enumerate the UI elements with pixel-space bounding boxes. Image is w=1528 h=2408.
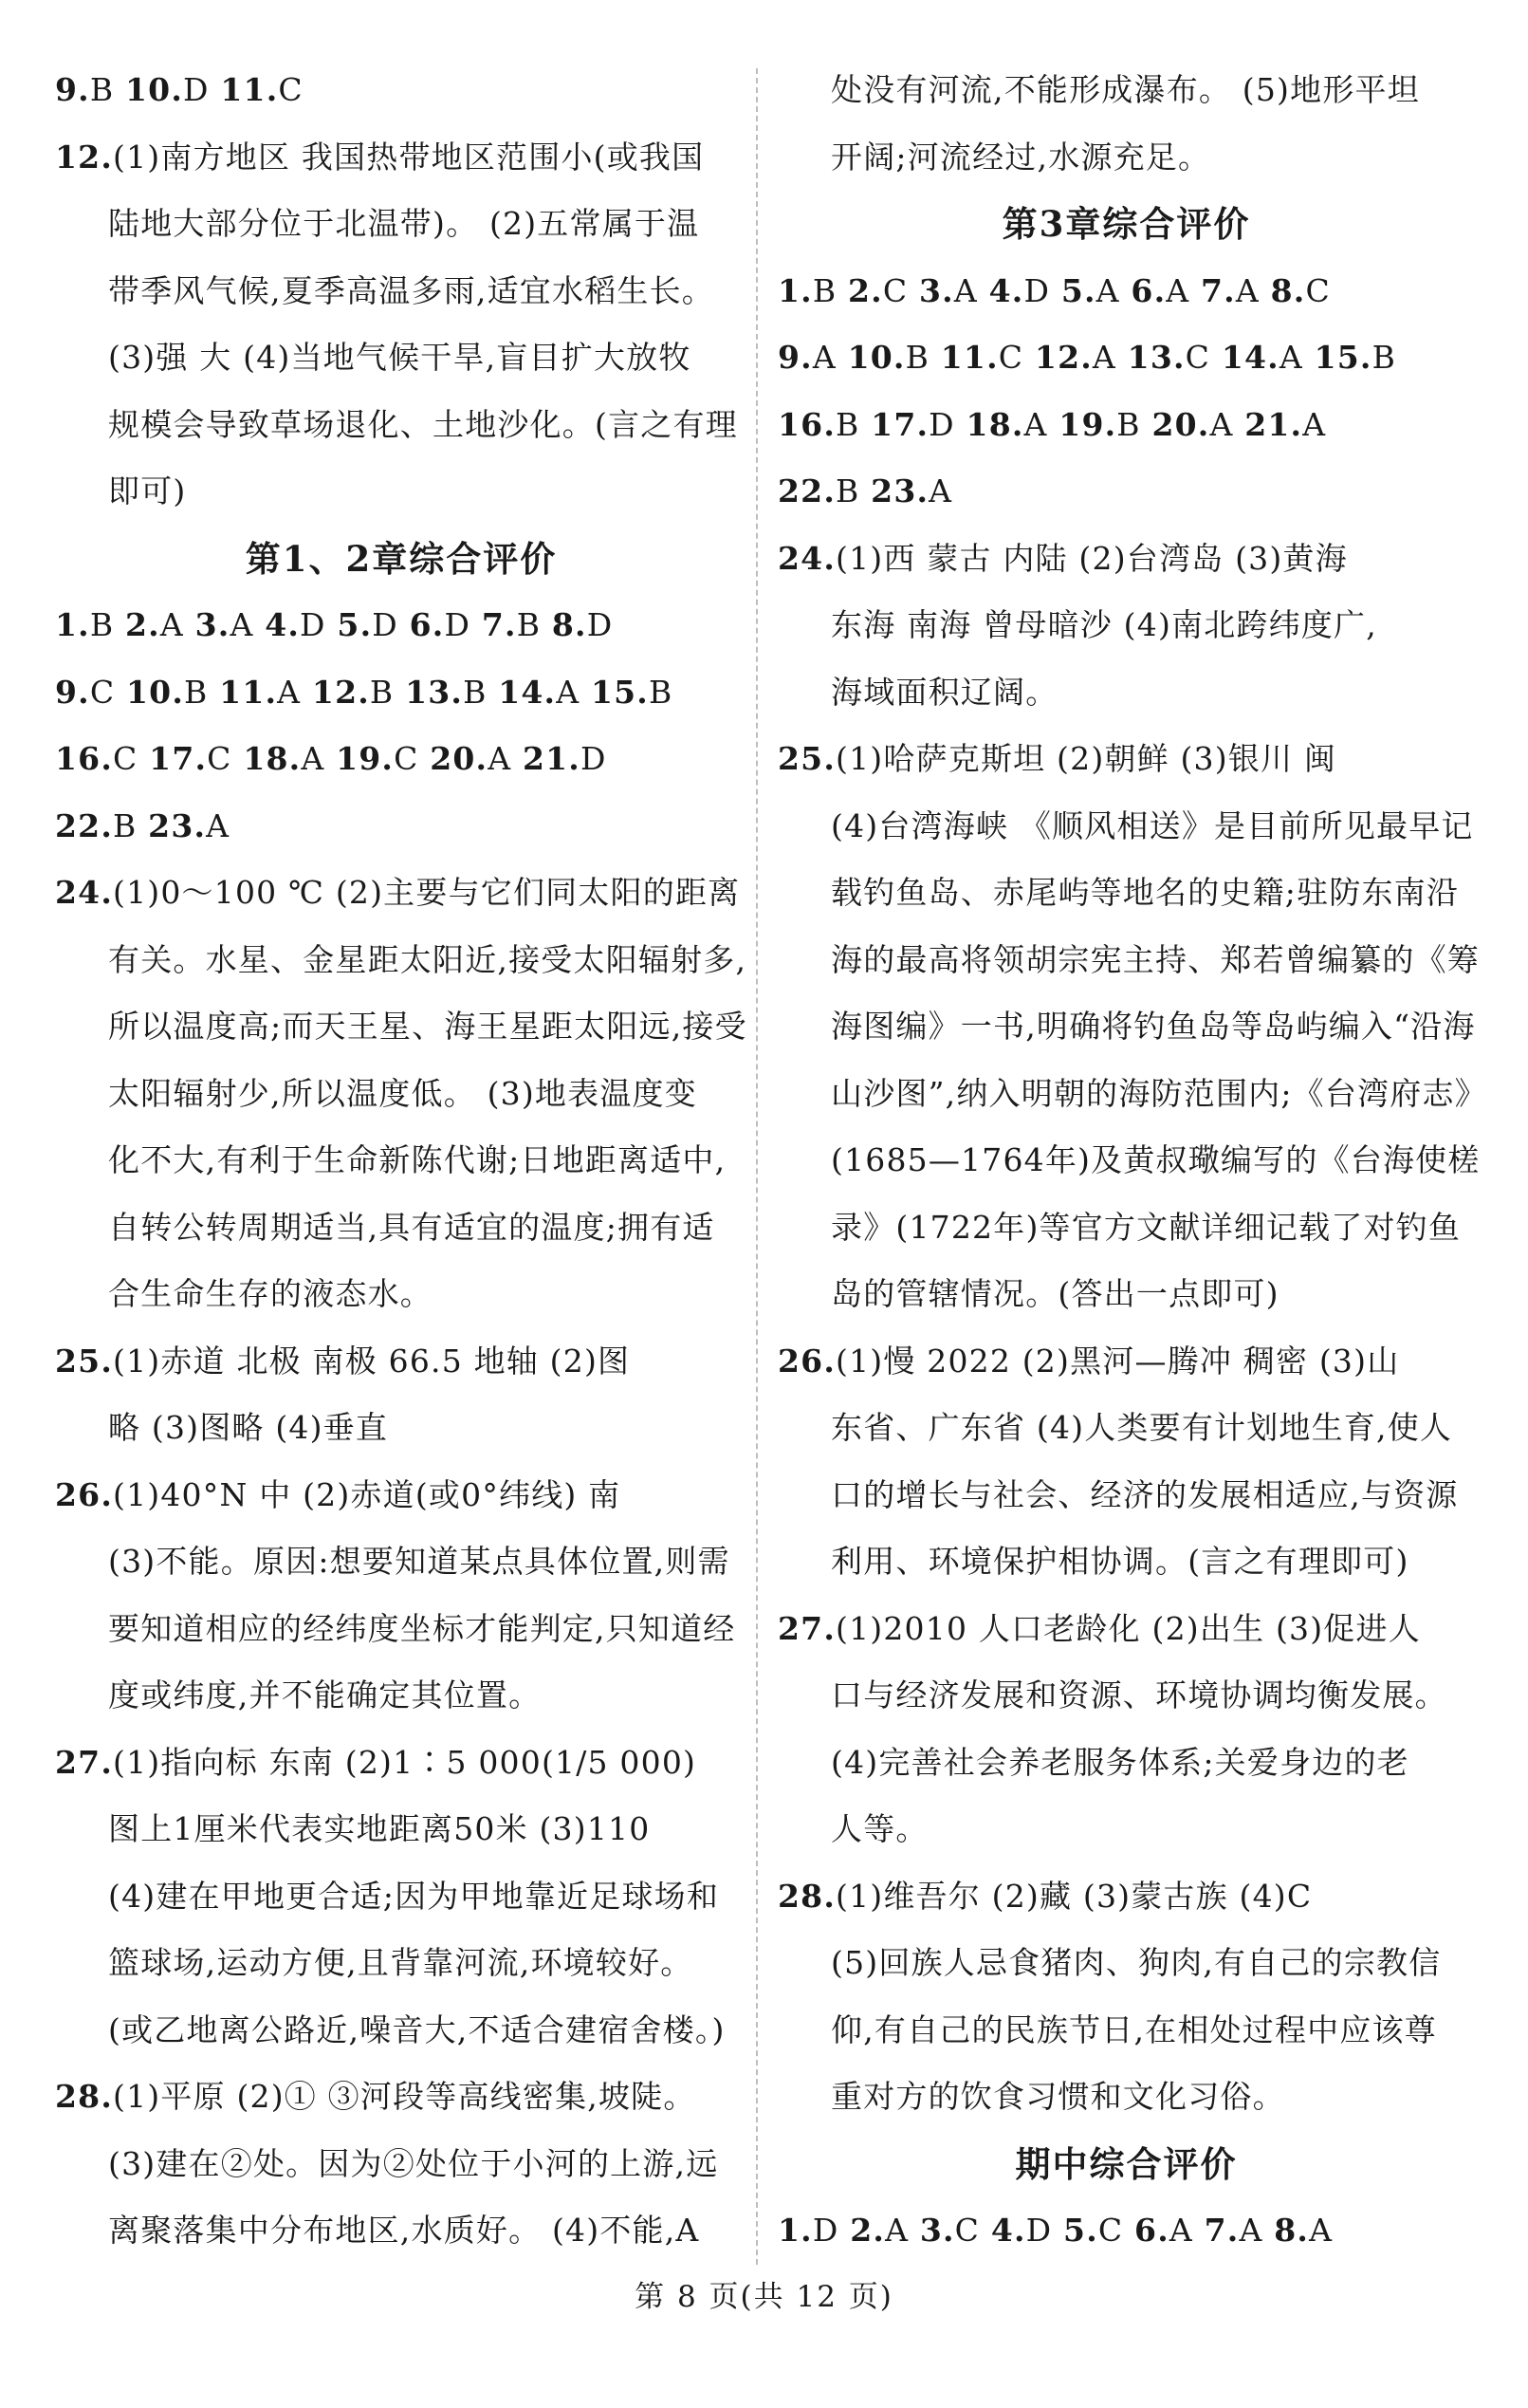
answer-text: A	[1095, 271, 1132, 309]
answer-text: 利用、环境保护相协调。(言之有理即可)	[831, 1543, 1409, 1580]
question-number: 13.	[1127, 339, 1186, 376]
answer-line	[778, 1528, 1475, 1596]
answer-text: A	[1209, 405, 1245, 443]
answer-line	[778, 526, 1475, 593]
question-number: 7.	[1204, 2212, 1240, 2249]
question-number: 9.	[55, 71, 90, 108]
answer-text: B	[836, 472, 872, 509]
question-number: 12.	[1034, 339, 1093, 376]
answer-text: (1)哈萨克斯坦 (2)朝鲜 (3)银川 闽	[836, 740, 1337, 777]
answer-line	[778, 1395, 1475, 1462]
page-footer: 第 8 页(共 12 页)	[635, 2280, 893, 2314]
question-number: 8.	[1274, 2212, 1310, 2249]
answer-line	[55, 1127, 747, 1195]
question-number: 2.	[125, 606, 160, 643]
section-heading: 第1、2章综合评价	[245, 537, 558, 580]
answer-text: A	[1309, 2212, 1334, 2249]
answer-line	[778, 592, 1475, 659]
answer-text: 人等。	[831, 1810, 929, 1847]
question-number: 6.	[1134, 2212, 1169, 2249]
answer-text: 有关。水星、金星距太阳近,接受太阳辐射多,	[108, 940, 747, 978]
question-number: 17.	[871, 405, 930, 443]
question-number: 3.	[194, 606, 230, 643]
answer-line	[55, 993, 747, 1061]
answer-line	[778, 659, 1475, 727]
answer-text: B	[113, 806, 149, 844]
answer-line	[55, 1730, 747, 1797]
answer-text: 所以温度高;而天王星、海王星距太阳远,接受	[108, 1008, 747, 1045]
question-number: 12.	[55, 138, 114, 176]
answer-text: C	[954, 2212, 991, 2249]
question-number: 19.	[336, 740, 395, 777]
answer-line	[778, 1328, 1475, 1396]
question-number: 16.	[778, 405, 837, 443]
answer-text: B	[905, 339, 941, 376]
answer-text: D	[183, 71, 221, 108]
answer-line	[778, 1462, 1475, 1529]
answer-text: B	[89, 71, 125, 108]
answer-line	[55, 2197, 747, 2265]
answer-line	[55, 1796, 747, 1863]
answer-line	[55, 1528, 747, 1596]
answer-text: C	[278, 71, 304, 108]
answer-text: B	[1116, 405, 1152, 443]
question-number: 25.	[778, 740, 837, 777]
answer-text: (1)慢 2022 (2)黑河—腾冲 稠密 (3)山	[836, 1342, 1400, 1380]
answer-line	[778, 1596, 1475, 1663]
answer-line	[778, 1195, 1475, 1262]
question-number: 15.	[590, 673, 649, 711]
answer-line	[55, 860, 747, 927]
question-number: 13.	[405, 673, 464, 711]
question-number: 11.	[940, 339, 999, 376]
section-heading: 期中综合评价	[1015, 2142, 1238, 2185]
question-number: 10.	[125, 71, 184, 108]
question-number: 15.	[1314, 339, 1372, 376]
answer-text: (3)建在②处。因为②处位于小河的上游,远	[108, 2144, 719, 2182]
answer-text: (1)0～100 ℃ (2)主要与它们同太阳的距离	[113, 874, 741, 911]
question-number: 26.	[778, 1342, 837, 1380]
answer-text: (1)赤道 北极 南极 66.5 地轴 (2)图	[113, 1342, 631, 1380]
question-number: 22.	[778, 472, 837, 509]
answer-text: 岛的管辖情况。(答出一点即可)	[831, 1275, 1279, 1312]
question-number: 7.	[481, 606, 517, 643]
answer-text: 东省、广东省 (4)人类要有计划地生育,使人	[831, 1409, 1453, 1446]
question-number: 5.	[337, 606, 373, 643]
answer-text: D	[929, 405, 967, 443]
answer-text: 略 (3)图略 (4)垂直	[108, 1409, 389, 1446]
answer-line	[55, 1997, 747, 2065]
answer-text: B	[369, 673, 406, 711]
answer-text: D	[300, 606, 338, 643]
answer-line	[55, 392, 747, 459]
answer-text: (3)不能。原因:想要知道某点具体位置,则需	[108, 1543, 730, 1580]
answer-text: D	[812, 2212, 851, 2249]
answer-text: A	[301, 740, 337, 777]
question-number: 27.	[55, 1743, 114, 1781]
question-number: 23.	[871, 472, 930, 509]
answer-line	[55, 191, 747, 258]
question-number: 19.	[1059, 405, 1117, 443]
answer-text: 自转公转周期适当,具有适宜的温度;拥有适	[108, 1208, 715, 1246]
answer-text: (5)回族人忌食猪肉、狗肉,有自己的宗教信	[831, 1944, 1442, 1981]
answer-text: A	[230, 606, 266, 643]
answer-text: C	[998, 339, 1035, 376]
answer-text: A	[1092, 339, 1128, 376]
answer-text: (1)40°N 中 (2)赤道(或0°纬线) 南	[113, 1475, 621, 1513]
answer-text: B	[1372, 339, 1397, 376]
answer-text: A	[556, 673, 591, 711]
answer-text: A	[1239, 2212, 1275, 2249]
answer-line	[778, 324, 1475, 392]
answer-line	[778, 1261, 1475, 1328]
answer-text: C	[1097, 2212, 1135, 2249]
answer-text: 开阔;河流经过,水源充足。	[831, 138, 1211, 176]
question-number: 6.	[409, 606, 445, 643]
question-number: 11.	[219, 673, 278, 711]
question-number: 6.	[1131, 271, 1167, 309]
answer-text: 录》(1722年)等官方文献详细记载了对钓鱼	[831, 1208, 1462, 1246]
answer-text: A	[1302, 405, 1327, 443]
answer-text: D	[372, 606, 410, 643]
answer-line	[55, 2131, 747, 2198]
answer-text: (4)完善社会养老服务体系;关爱身边的老	[831, 1743, 1409, 1781]
answer-text: B	[812, 271, 848, 309]
answer-line	[778, 793, 1475, 861]
answer-text: 载钓鱼岛、赤尾屿等地名的史籍;驻防东南沿	[831, 874, 1460, 911]
answer-text: 海的最高将领胡宗宪主持、郑若曾编纂的《筹	[831, 940, 1480, 978]
answer-line	[55, 57, 747, 124]
answer-line	[778, 258, 1475, 325]
answer-line	[55, 1863, 747, 1931]
answer-text: A	[812, 339, 848, 376]
question-number: 4.	[990, 2212, 1026, 2249]
answer-text: A	[1235, 271, 1271, 309]
question-number: 5.	[1063, 2212, 1098, 2249]
answer-text: (1)2010 人口老龄化 (2)出生 (3)促进人	[836, 1609, 1421, 1647]
answer-text: C	[394, 740, 431, 777]
answer-text: C	[207, 740, 244, 777]
answer-text: (3)强 大 (4)当地气候干旱,盲目扩大放牧	[108, 339, 691, 376]
answer-line	[55, 1930, 747, 1997]
question-number: 12.	[311, 673, 370, 711]
answer-text: A	[1023, 405, 1059, 443]
question-number: 8.	[551, 606, 587, 643]
question-number: 1.	[55, 606, 90, 643]
answer-text: 口与经济发展和资源、环境协调均衡发展。	[831, 1676, 1447, 1713]
answer-text: 篮球场,运动方便,且背靠河流,环境较好。	[108, 1944, 693, 1981]
question-number: 14.	[498, 673, 557, 711]
question-number: 1.	[778, 2212, 813, 2249]
section-heading: 第3章综合评价	[1002, 203, 1251, 245]
right-column	[778, 57, 1487, 2265]
answer-line	[778, 1127, 1481, 1195]
question-number: 28.	[778, 1877, 837, 1915]
question-number: 18.	[243, 740, 302, 777]
question-number: 22.	[55, 806, 114, 844]
answer-line	[55, 458, 747, 526]
answer-text: B	[516, 606, 552, 643]
answer-text: A	[277, 673, 312, 711]
answer-line	[55, 2064, 747, 2131]
question-number: 27.	[778, 1609, 837, 1647]
answer-text: D	[444, 606, 482, 643]
answer-line	[778, 2197, 1475, 2265]
answer-text: A	[1169, 2212, 1205, 2249]
answer-text: 太阳辐射少,所以温度低。 (3)地表温度变	[108, 1074, 697, 1112]
answer-line	[55, 124, 747, 192]
answer-line	[778, 927, 1480, 994]
answer-text: C	[1305, 271, 1331, 309]
answer-text: B	[463, 673, 499, 711]
question-number: 9.	[55, 673, 90, 711]
answer-line	[55, 1261, 747, 1328]
question-number: 10.	[126, 673, 185, 711]
question-number: 26.	[55, 1475, 114, 1513]
answer-line	[55, 1462, 747, 1529]
answer-text: A	[953, 271, 989, 309]
question-number: 2.	[848, 271, 883, 309]
question-number: 21.	[522, 740, 580, 777]
answer-text: 口的增长与社会、经济的发展相适应,与资源	[831, 1475, 1459, 1513]
question-number: 20.	[1151, 405, 1210, 443]
answer-line	[55, 1061, 747, 1128]
answer-text: A	[1279, 339, 1315, 376]
answer-text: 化不大,有利于生命新陈代谢;日地距离适中,	[108, 1141, 727, 1178]
answer-text: 海域面积辽阔。	[831, 673, 1059, 711]
answer-line	[55, 1328, 747, 1396]
answer-line	[55, 793, 747, 861]
question-number: 18.	[966, 405, 1024, 443]
answer-text: (1)西 蒙古 内陆 (2)台湾岛 (3)黄海	[836, 539, 1348, 577]
answer-line	[778, 726, 1475, 793]
answer-text: B	[836, 405, 872, 443]
answer-line	[778, 1061, 1487, 1128]
answer-line	[55, 258, 747, 325]
answer-text: 重对方的饮食习惯和文化习俗。	[831, 2078, 1285, 2115]
answer-text: (1)南方地区 我国热带地区范围小(或我国	[113, 138, 705, 176]
answer-text: 海图编》一书,明确将钓鱼岛等岛屿编入“沿海	[831, 1008, 1476, 1045]
question-number: 21.	[1244, 405, 1303, 443]
answer-text: (4)台湾海峡 《顺风相送》是目前所见最早记	[831, 806, 1474, 844]
question-number: 25.	[55, 1342, 114, 1380]
question-number: 4.	[988, 271, 1024, 309]
answer-line	[55, 1195, 747, 1262]
answer-line	[55, 592, 747, 659]
answer-text: A	[488, 740, 523, 777]
answer-line	[778, 1930, 1475, 1997]
question-number: 28.	[55, 2078, 114, 2115]
answer-line	[55, 1662, 747, 1730]
answer-line	[55, 1596, 747, 1663]
answer-text: 离聚落集中分布地区,水质好。 (4)不能,A	[108, 2212, 700, 2249]
answer-text: 即可)	[108, 472, 187, 509]
answer-text: 规模会导致草场退化、土地沙化。(言之有理	[108, 405, 738, 443]
answer-text: B	[184, 673, 220, 711]
answer-line	[778, 860, 1475, 927]
question-number: 3.	[919, 2212, 955, 2249]
answer-text: 度或纬度,并不能确定其位置。	[108, 1676, 542, 1713]
answer-line	[55, 324, 747, 392]
answer-text: (1)维吾尔 (2)藏 (3)蒙古族 (4)C	[836, 1877, 1313, 1915]
answer-text: 要知道相应的经纬度坐标才能判定,只知道经	[108, 1609, 736, 1647]
answer-line	[55, 659, 747, 727]
question-number: 7.	[1201, 271, 1236, 309]
answer-line	[778, 1997, 1475, 2065]
question-number: 10.	[847, 339, 906, 376]
answer-text: A	[929, 472, 953, 509]
answer-line	[55, 726, 747, 793]
answer-text: D	[586, 606, 614, 643]
answer-text: B	[89, 606, 125, 643]
answer-text: 图上1厘米代表实地距离50米 (3)110	[108, 1810, 651, 1847]
answer-text: C	[1185, 339, 1222, 376]
question-number: 9.	[778, 339, 813, 376]
answer-text: C	[89, 673, 126, 711]
answer-line	[55, 927, 747, 994]
answer-text: (4)建在甲地更合适;因为甲地靠近足球场和	[108, 1877, 720, 1915]
answer-line	[778, 458, 1475, 526]
answer-line	[778, 993, 1475, 1061]
answer-text: D	[1025, 2212, 1064, 2249]
question-number: 24.	[55, 874, 114, 911]
answer-line	[778, 392, 1475, 459]
question-number: 5.	[1060, 271, 1096, 309]
answer-text: A	[885, 2212, 920, 2249]
question-number: 24.	[778, 539, 837, 577]
answer-text: (或乙地离公路近,噪音大,不适合建宿舍楼。)	[108, 2010, 726, 2048]
answer-line	[778, 1662, 1475, 1730]
question-number: 17.	[149, 740, 208, 777]
answer-line	[778, 2064, 1475, 2131]
answer-text: A	[206, 806, 230, 844]
answer-text: 山沙图”,纳入明朝的海防范围内;《台湾府志》	[831, 1074, 1487, 1112]
answer-line	[778, 1730, 1475, 1797]
answer-text: (1)指向标 东南 (2)1∶5 000(1/5 000)	[113, 1743, 697, 1781]
question-number: 11.	[220, 71, 279, 108]
answer-text: C	[113, 740, 150, 777]
question-number: 14.	[1221, 339, 1279, 376]
answer-text: 处没有河流,不能形成瀑布。 (5)地形平坦	[831, 71, 1420, 108]
answer-text: 仰,有自己的民族节日,在相处过程中应该尊	[831, 2010, 1437, 2048]
answer-text: A	[1166, 271, 1201, 309]
answer-line	[778, 57, 1475, 124]
answer-text: 合生命生存的液态水。	[108, 1275, 433, 1312]
answer-line	[778, 124, 1475, 192]
answer-text: (1)平原 (2)① ③河段等高线密集,坡陡。	[113, 2078, 696, 2115]
question-number: 20.	[430, 740, 488, 777]
left-column	[55, 57, 747, 2265]
answer-text: B	[648, 673, 673, 711]
answer-text: C	[882, 271, 919, 309]
question-number: 2.	[850, 2212, 886, 2249]
question-number: 1.	[778, 271, 813, 309]
question-number: 23.	[148, 806, 207, 844]
question-number: 3.	[919, 271, 954, 309]
answer-text: 带季风气候,夏季高温多雨,适宜水稻生长。	[108, 271, 714, 309]
column-divider	[756, 68, 758, 2265]
answer-text: D	[580, 740, 607, 777]
answer-text: 陆地大部分位于北温带)。 (2)五常属于温	[108, 205, 700, 242]
answer-text: 东海 南海 曾母暗沙 (4)南北跨纬度广,	[831, 606, 1377, 643]
answer-line	[778, 1863, 1475, 1931]
answer-line	[778, 1796, 1475, 1863]
answer-text: (1685—1764年)及黄叔璥编写的《台海使槎	[831, 1141, 1481, 1178]
answer-line	[55, 1395, 747, 1462]
answer-text: D	[1023, 271, 1061, 309]
question-number: 4.	[265, 606, 301, 643]
question-number: 8.	[1270, 271, 1306, 309]
answer-text: A	[159, 606, 195, 643]
question-number: 16.	[55, 740, 114, 777]
